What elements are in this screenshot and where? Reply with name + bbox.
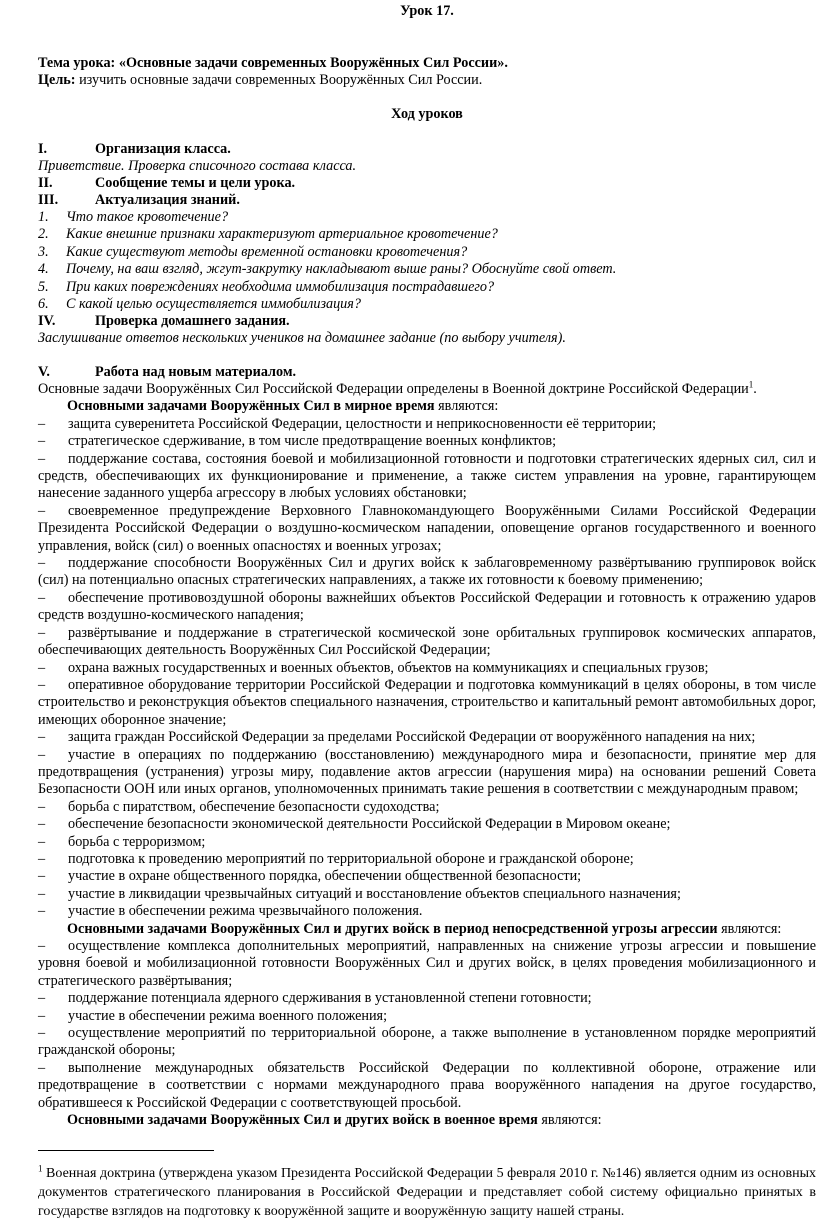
list-item [38, 590, 816, 625]
footnote-ref: 1 [748, 379, 754, 390]
dash-bullet: – [38, 833, 46, 850]
goal-label: Цель: [38, 72, 76, 88]
dash-bullet: – [38, 624, 46, 641]
item-text: поддержание состава, состояния боевой и мобилизационной готовности и подготовки стратегических ядерных сил, сил и средств, обеспечивающих их функционирование и применение, а также систем управления на уровне, гарантирующем нанесение заданного ущерба агрессору в любых условиях обстановки; [38, 450, 816, 502]
list-item [38, 296, 816, 313]
dash-bullet: – [38, 433, 46, 450]
dash-bullet: – [38, 868, 46, 885]
dash-bullet: – [38, 659, 46, 676]
item-number: 2. [38, 226, 49, 243]
dash-bullet: – [38, 990, 46, 1007]
dash-bullet: – [38, 729, 46, 746]
dash-bullet: – [38, 850, 46, 867]
list-item [38, 799, 816, 816]
list-item [38, 279, 816, 296]
dash-bullet: – [38, 502, 46, 519]
intro-text: Основные задачи Вооружённых Сил Российской Федерации определены в Военной доктрине Российской Федерации [38, 381, 749, 397]
list-item [38, 729, 816, 746]
section-number: V. [38, 364, 50, 380]
item-number: 6. [38, 296, 49, 313]
list-item [38, 433, 816, 450]
section-number: III. [38, 192, 59, 208]
dash-bullet: – [38, 903, 46, 920]
section-number: II. [38, 175, 53, 191]
section-1-text: Приветствие. Проверка списочного состава класса. [38, 158, 357, 174]
list-item [38, 226, 816, 243]
item-text: обеспечение безопасности экономической деятельности Российской Федерации в Мировом океане; [68, 816, 671, 833]
list-item [38, 747, 816, 799]
list-item [38, 903, 816, 920]
dash-bullet: – [38, 676, 46, 693]
war-tail: являются: [537, 1112, 602, 1129]
footnote-number: 1 [38, 1163, 43, 1174]
section-title: Проверка домашнего задания. [95, 313, 290, 329]
list-item [38, 244, 816, 261]
dash-bullet: – [38, 816, 46, 833]
section-3-heading [38, 192, 816, 209]
section-title: Сообщение темы и цели урока. [95, 175, 296, 191]
peace-bold: Основными задачами Вооружённых Сил в мирное время [67, 398, 435, 415]
list-item [38, 660, 816, 677]
war-heading [38, 1112, 816, 1129]
item-number: 4. [38, 261, 49, 278]
section-number: IV. [38, 313, 56, 329]
item-text: защита суверенитета Российской Федерации, целостности и неприкосновенности её территории; [68, 415, 657, 432]
item-text: Какие внешние признаки характеризуют артериальное кровотечение? [66, 226, 498, 243]
goal-line [38, 72, 816, 89]
list-item [38, 816, 816, 833]
footnote-text: Военная доктрина (утверждена указом Президента Российской Федерации 5 февраля 2010 г. №146) является одним из основных документов стратегического планирования в Российской Федерации и представляет собой систему официально принятых в государстве взглядов на подготовку к вооружённой защите и вооружённую защиту нашей страны. [38, 1166, 816, 1219]
item-text: выполнение международных обязательств Российской Федерации по коллективной обороне, отражение или предотвращение в соответствии с нормами международного права вооружённого нападения на другое государство, обратившееся к Российской Федерации с соответствующей просьбой. [38, 1059, 816, 1111]
section-number: I. [38, 141, 48, 157]
dash-bullet: – [38, 1059, 46, 1076]
item-text: участие в обеспечении режима военного положения; [68, 1007, 388, 1024]
intro-end: . [753, 381, 757, 397]
war-bold: Основными задачами Вооружённых Сил и других войск в военное время [67, 1112, 538, 1129]
peace-tail: являются: [434, 398, 499, 415]
item-text: поддержание потенциала ядерного сдерживания в установленной степени готовности; [68, 990, 592, 1007]
course-heading: Ход уроков [391, 106, 463, 122]
question-list [38, 209, 816, 313]
list-item [38, 1008, 816, 1025]
dash-bullet: – [38, 415, 46, 432]
dash-bullet: – [38, 589, 46, 606]
item-text: защита граждан Российской Федерации за пределами Российской Федерации от вооружённого нападения на них; [68, 729, 756, 746]
list-item [38, 416, 816, 433]
item-text: развёртывание и поддержание в стратегической космической зоне орбитальных группировок космических аппаратов, обеспечивающих деятельность Вооружённых Сил Российской Федерации; [38, 624, 816, 659]
section-1-heading [38, 141, 816, 158]
dash-bullet: – [38, 1007, 46, 1024]
item-number: 3. [38, 243, 49, 260]
item-text: поддержание способности Вооружённых Сил и других войск к заблаговременному развёртыванию группировок войск (сил) на потенциально опасных стратегических направлениях, а также их готовности к боевому применению; [38, 555, 816, 589]
threat-task-list [38, 938, 816, 1112]
list-item [38, 261, 816, 278]
threat-bold: Основными задачами Вооружённых Сил и других войск в период непосредственной угрозы агрессии [67, 920, 718, 937]
item-text: Почему, на ваш взгляд, жгут-закрутку накладывают выше раны? Обоснуйте свой ответ. [66, 261, 617, 278]
item-text: оперативное оборудование территории Российской Федерации и подготовка коммуникаций в целях обороны, в том числе строительство и реконструкция объектов специального назначения, строительство и капитальный ремонт автомобильных дорог, имеющих оборонное значение; [38, 676, 816, 728]
dash-bullet: – [38, 1025, 46, 1042]
footnote-separator [38, 1150, 214, 1151]
item-text: При каких повреждениях необходима иммобилизация пострадавшего? [66, 278, 495, 295]
topic-label: Тема урока: [38, 55, 116, 71]
threat-heading [38, 921, 816, 938]
threat-tail: являются: [717, 920, 782, 937]
dash-bullet: – [38, 885, 46, 902]
list-item [38, 834, 816, 851]
goal-text: изучить основные задачи современных Вооружённых Сил России. [75, 72, 483, 88]
peace-heading [38, 398, 816, 415]
list-item [38, 868, 816, 885]
list-item [38, 886, 816, 903]
dash-bullet: – [38, 746, 46, 763]
intro-paragraph [38, 381, 816, 398]
section-title: Работа над новым материалом. [95, 364, 297, 380]
dash-bullet: – [38, 450, 46, 467]
item-text: участие в обеспечении режима чрезвычайного положения. [68, 903, 423, 920]
section-4-heading [38, 313, 816, 330]
item-text: подготовка к проведению мероприятий по территориальной обороне и гражданской обороне; [68, 850, 634, 867]
item-text: борьба с пиратством, обеспечение безопасности судоходства; [68, 798, 440, 815]
item-text: Что такое кровотечение? [66, 209, 229, 225]
dash-bullet: – [38, 555, 46, 572]
item-text: обеспечение противовоздушной обороны важнейших объектов Российской Федерации и готовность к отражению ударов средств воздушно-космического нападения; [38, 589, 816, 624]
list-item [38, 938, 816, 990]
main-body [38, 381, 816, 1129]
item-text: Какие существуют методы временной остановки кровотечения? [66, 243, 468, 260]
dash-bullet: – [38, 798, 46, 815]
item-number: 5. [38, 278, 49, 295]
list-item [38, 209, 816, 226]
item-text: осуществление мероприятий по территориальной обороне, а также выполнение в установленном порядке мероприятий гражданской обороны; [38, 1025, 816, 1059]
item-text: стратегическое сдерживание, в том числе предотвращение военных конфликтов; [68, 433, 557, 450]
section-5-heading [38, 364, 816, 381]
item-number: 1. [38, 209, 49, 225]
section-4-text: Заслушивание ответов нескольких учеников на домашнее задание (по выбору учителя). [38, 330, 566, 346]
list-item [38, 1025, 816, 1060]
item-text: своевременное предупреждение Верховного Главнокомандующего Вооружёнными Силами Российской Федерации Президента Российской Федерации о воздушно-космическом нападении, оповещение органов государственного и военного управления, войск (сил) о военных опасностях и военных угрозах; [38, 502, 816, 554]
peace-task-list [38, 416, 816, 921]
dash-bullet: – [38, 938, 46, 954]
item-text: участие в охране общественного порядка, обеспечении общественной безопасности; [68, 868, 582, 885]
list-item [38, 1060, 816, 1112]
list-item [38, 451, 816, 503]
list-item [38, 677, 816, 729]
list-item [38, 990, 816, 1007]
list-item [38, 555, 816, 590]
list-item [38, 503, 816, 555]
item-text: участие в ликвидации чрезвычайных ситуаций и восстановление объектов специального назначения; [68, 885, 681, 902]
lesson-title: Урок 17. [400, 3, 454, 19]
footnote [38, 1164, 816, 1221]
list-item [38, 851, 816, 868]
item-text: борьба с терроризмом; [68, 833, 206, 850]
item-text: осуществление комплекса дополнительных мероприятий, направленных на снижение угрозы агрессии и повышение уровня боевой и мобилизационной готовности Вооружённых Сил и других войск, в целях проведения мобилизационного и стратегического развёртывания; [38, 938, 816, 989]
section-2-heading [38, 175, 816, 192]
topic-text: «Основные задачи современных Вооружённых Сил России». [118, 55, 508, 71]
item-text: охрана важных государственных и военных объектов, объектов на коммуникациях и специальных грузов; [68, 659, 709, 676]
section-title: Актуализация знаний. [95, 192, 240, 208]
item-text: С какой целью осуществляется иммобилизация? [66, 296, 361, 313]
topic-line [38, 55, 816, 72]
section-title: Организация класса. [95, 141, 231, 157]
list-item [38, 625, 816, 660]
item-text: участие в операциях по поддержанию (восстановлению) международного мира и безопасности, принятие мер для предотвращения (устранения) угрозы миру, подавление актов агрессии (нарушения мира) на основании решений Совета Безопасности ООН или иных органов, уполномоченных принимать такие решения в соответствии с международным правом; [38, 746, 816, 798]
